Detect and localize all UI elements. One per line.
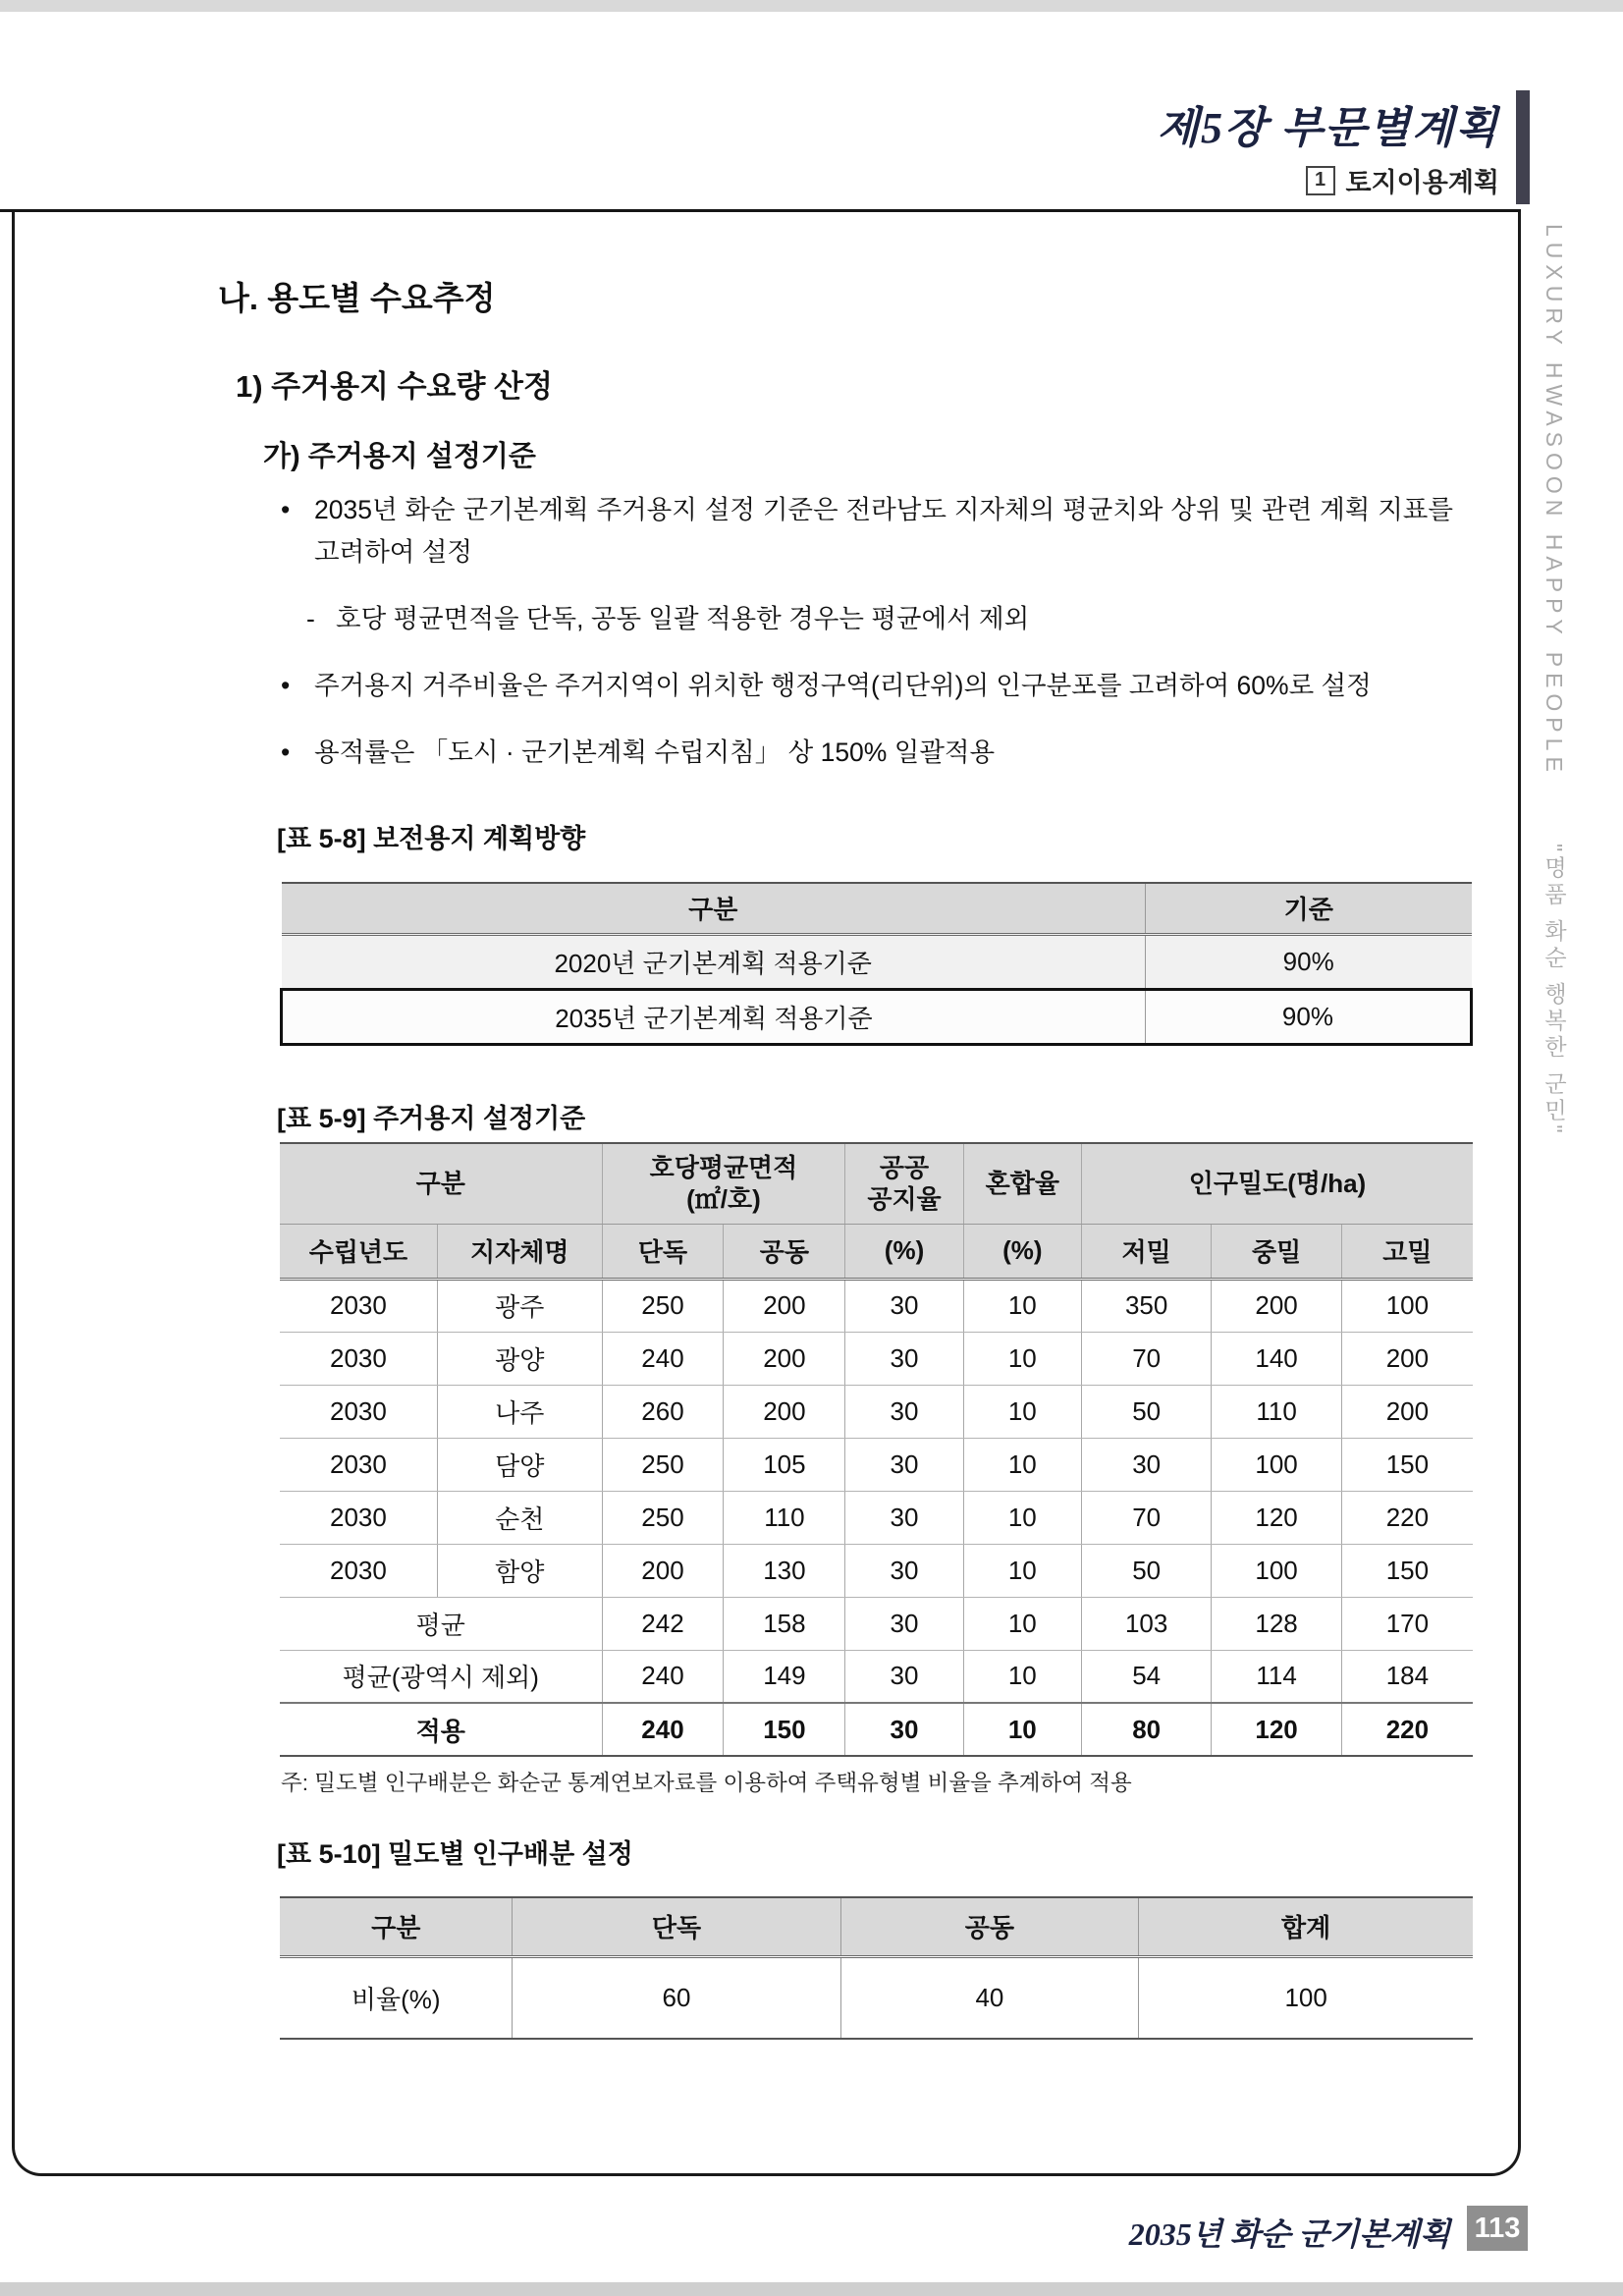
cell: 담양	[437, 1438, 602, 1491]
section-number-badge: 1	[1306, 166, 1335, 195]
cell: 200	[724, 1279, 845, 1332]
bullet-text: 주거용지 거주비율은 주거지역이 위치한 행정구역(리단위)의 인구분포를 고려하여 60%로 설정	[314, 670, 1372, 700]
cell: 30	[845, 1703, 963, 1756]
cell: 2020년 군기본계획 적용기준	[282, 934, 1146, 989]
table-header-row	[280, 1897, 1473, 1956]
section-subtitle	[1306, 161, 1500, 199]
cell: 30	[845, 1491, 963, 1544]
cell: 10	[963, 1438, 1081, 1491]
cell: 10	[963, 1650, 1081, 1703]
header-accent-bar	[1516, 90, 1530, 204]
cell: 110	[1212, 1385, 1341, 1438]
cell: 30	[845, 1438, 963, 1491]
bullet-marker: -	[306, 603, 315, 633]
cell: 184	[1341, 1650, 1473, 1703]
cell: 200	[602, 1544, 724, 1597]
cell: 158	[724, 1597, 845, 1650]
bullet-text: 2035년 화순 군기본계획 주거용지 설정 기준은 전라남도 지자체의 평균치와 상위 및 관련 계획 지표를 고려하여 설정	[314, 495, 1453, 567]
table-5-8	[280, 882, 1473, 1046]
table-summary-row	[280, 1597, 1473, 1650]
cell: 130	[724, 1544, 845, 1597]
cell: 170	[1341, 1597, 1473, 1650]
cell: 100	[1341, 1279, 1473, 1332]
header-cell: 구분	[280, 1143, 602, 1224]
header-line: 공공	[879, 1152, 930, 1182]
cell: 50	[1081, 1385, 1211, 1438]
cell: 250	[602, 1279, 724, 1332]
table-row	[282, 934, 1472, 989]
header-cell: 구분	[282, 883, 1146, 934]
page-side-slogan	[1539, 224, 1571, 1697]
cell: 140	[1212, 1332, 1341, 1385]
cell: 10	[963, 1332, 1081, 1385]
table-row	[280, 1438, 1473, 1491]
cell: 60	[513, 1956, 840, 2039]
page-number-badge: 113	[1467, 2206, 1528, 2251]
header-cell: 구분	[280, 1897, 513, 1956]
header-cell: 인구밀도(명/ha)	[1081, 1143, 1473, 1224]
cell: 350	[1081, 1279, 1211, 1332]
heading-section: 나. 용도별 수요추정	[218, 280, 496, 316]
cell: 70	[1081, 1332, 1211, 1385]
cell: 120	[1212, 1491, 1341, 1544]
slogan-korean: "명품 화순 행복한 군민"	[1542, 844, 1567, 1137]
cell: 240	[602, 1332, 724, 1385]
cell: 200	[1341, 1332, 1473, 1385]
cell: 200	[724, 1385, 845, 1438]
header-cell: 합계	[1139, 1897, 1473, 1956]
table-header-row	[282, 883, 1472, 934]
bullet-marker: •	[281, 737, 291, 767]
cell: 2030	[280, 1279, 437, 1332]
header-line: 호당평균면적	[649, 1152, 798, 1182]
cell: 150	[1341, 1438, 1473, 1491]
header-cell	[602, 1143, 845, 1224]
heading-subsection: 1) 주거용지 수요량 산정	[236, 369, 553, 404]
cell: 30	[845, 1279, 963, 1332]
cell: 2030	[280, 1385, 437, 1438]
header-cell: 수립년도	[280, 1224, 437, 1279]
cell: 30	[845, 1650, 963, 1703]
cell: 10	[963, 1491, 1081, 1544]
cell: 50	[1081, 1544, 1211, 1597]
cell: 2035년 군기본계획 적용기준	[282, 989, 1146, 1044]
cell: 150	[1341, 1544, 1473, 1597]
cell: 54	[1081, 1650, 1211, 1703]
table-5-9	[280, 1142, 1473, 1757]
cell: 40	[840, 1956, 1139, 2039]
cell: 120	[1212, 1703, 1341, 1756]
cell: 149	[724, 1650, 845, 1703]
cell: 250	[602, 1438, 724, 1491]
cell: 30	[845, 1385, 963, 1438]
header-cell: 중밀	[1212, 1224, 1341, 1279]
cell: 30	[845, 1332, 963, 1385]
scan-edge-top	[0, 0, 1623, 12]
cell: 100	[1212, 1544, 1341, 1597]
bullet-text: 용적률은 「도시 · 군기본계획 수립지침」 상 150% 일괄적용	[314, 737, 996, 767]
bullet-subitem	[306, 598, 1453, 640]
cell: 나주	[437, 1385, 602, 1438]
bullet-item	[281, 665, 1453, 707]
cell: 적용	[280, 1703, 602, 1756]
cell: 함양	[437, 1544, 602, 1597]
cell: 103	[1081, 1597, 1211, 1650]
table-summary-row	[280, 1650, 1473, 1703]
table-apply-row	[280, 1703, 1473, 1756]
cell: 2030	[280, 1332, 437, 1385]
section-label: 토지이용계획	[1345, 168, 1499, 197]
cell: 100	[1212, 1438, 1341, 1491]
bullet-item	[281, 732, 1453, 774]
table-5-10	[280, 1896, 1473, 2040]
table-row	[280, 1279, 1473, 1332]
cell: 2030	[280, 1491, 437, 1544]
header-cell: 공동	[724, 1224, 845, 1279]
table-group-header-row	[280, 1143, 1473, 1224]
bullet-marker: •	[281, 495, 291, 524]
cell: 114	[1212, 1650, 1341, 1703]
header-cell: 혼합율	[963, 1143, 1081, 1224]
table-row	[280, 1544, 1473, 1597]
cell: 100	[1139, 1956, 1473, 2039]
bullet-list	[281, 489, 1453, 798]
cell: 200	[1212, 1279, 1341, 1332]
cell: 30	[1081, 1438, 1211, 1491]
table-5-8-caption: [표 5-8] 보전용지 계획방향	[277, 824, 586, 853]
header-cell	[845, 1143, 963, 1224]
cell: 순천	[437, 1491, 602, 1544]
table-5-9-caption: [표 5-9] 주거용지 설정기준	[277, 1104, 586, 1133]
cell: 10	[963, 1597, 1081, 1650]
cell: 220	[1341, 1491, 1473, 1544]
cell: 90%	[1145, 934, 1471, 989]
cell: 30	[845, 1544, 963, 1597]
cell: 10	[963, 1703, 1081, 1756]
table-row	[280, 1491, 1473, 1544]
cell: 10	[963, 1385, 1081, 1438]
header-cell: 지자체명	[437, 1224, 602, 1279]
cell: 10	[963, 1279, 1081, 1332]
header-cell: (%)	[845, 1224, 963, 1279]
cell: 240	[602, 1703, 724, 1756]
table-row-highlighted	[282, 989, 1472, 1044]
header-line: (㎡/호)	[686, 1184, 761, 1215]
cell: 평균	[280, 1597, 602, 1650]
header-cell: 고밀	[1341, 1224, 1473, 1279]
cell: 110	[724, 1491, 845, 1544]
cell: 220	[1341, 1703, 1473, 1756]
cell: 70	[1081, 1491, 1211, 1544]
bullet-text: 호당 평균면적을 단독, 공동 일괄 적용한 경우는 평균에서 제외	[336, 603, 1030, 633]
cell: 비율(%)	[280, 1956, 513, 2039]
cell: 260	[602, 1385, 724, 1438]
table-5-10-caption: [표 5-10] 밀도별 인구배분 설정	[277, 1839, 633, 1869]
header-cell: 단독	[513, 1897, 840, 1956]
bullet-marker: •	[281, 670, 291, 700]
slogan-english: LUXURY HWASOON HAPPY PEOPLE	[1542, 224, 1567, 778]
cell: 128	[1212, 1597, 1341, 1650]
cell: 평균(광역시 제외)	[280, 1650, 602, 1703]
header-cell: 공동	[840, 1897, 1139, 1956]
cell: 200	[724, 1332, 845, 1385]
bullet-item	[281, 489, 1453, 574]
header-cell: 저밀	[1081, 1224, 1211, 1279]
cell: 105	[724, 1438, 845, 1491]
cell: 250	[602, 1491, 724, 1544]
heading-subsubsection: 가) 주거용지 설정기준	[263, 441, 536, 472]
table-row	[280, 1332, 1473, 1385]
scan-edge-bottom	[0, 2282, 1623, 2296]
cell: 2030	[280, 1438, 437, 1491]
header-line: 공지율	[867, 1184, 942, 1215]
cell: 80	[1081, 1703, 1211, 1756]
header-cell: (%)	[963, 1224, 1081, 1279]
cell: 200	[1341, 1385, 1473, 1438]
footer-document-title: 2035년 화순 군기본계획	[1128, 2216, 1450, 2252]
table-row	[280, 1956, 1473, 2039]
cell: 90%	[1145, 989, 1471, 1044]
cell: 150	[724, 1703, 845, 1756]
cell: 240	[602, 1650, 724, 1703]
cell: 광양	[437, 1332, 602, 1385]
cell: 2030	[280, 1544, 437, 1597]
table-subheader-row	[280, 1224, 1473, 1279]
header-cell: 기준	[1145, 883, 1471, 934]
table-5-9-note: 주: 밀도별 인구배분은 화순군 통계연보자료를 이용하여 주택유형별 비율을 추계하여 적용	[281, 1771, 1132, 1795]
chapter-title: 제5장 부문별계획	[1157, 104, 1499, 152]
cell: 10	[963, 1544, 1081, 1597]
cell: 30	[845, 1597, 963, 1650]
cell: 광주	[437, 1279, 602, 1332]
table-row	[280, 1385, 1473, 1438]
header-cell: 단독	[602, 1224, 724, 1279]
cell: 242	[602, 1597, 724, 1650]
